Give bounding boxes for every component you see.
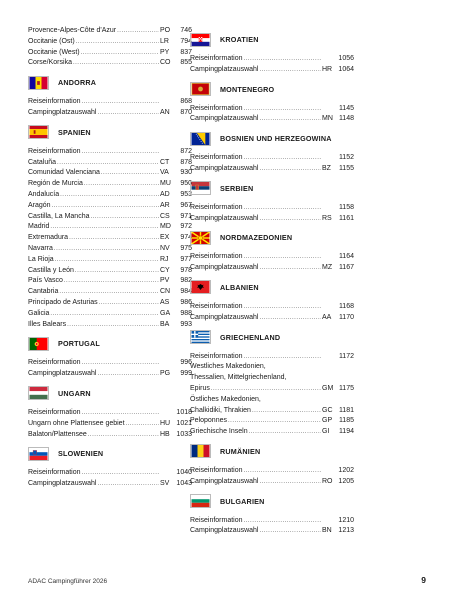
region-code: AA bbox=[322, 313, 332, 321]
country-header-serbien bbox=[190, 178, 354, 199]
country-header-griechenland bbox=[190, 327, 354, 348]
toc-entry[interactable] bbox=[28, 255, 192, 266]
spain-flag-icon bbox=[28, 125, 49, 139]
entry-page-number: 1168 bbox=[338, 302, 354, 310]
dot-leader bbox=[101, 168, 159, 179]
dot-leader bbox=[97, 369, 159, 380]
toc-entry[interactable] bbox=[28, 58, 192, 69]
country-name: SPANIEN bbox=[58, 127, 91, 137]
toc-entry[interactable] bbox=[190, 516, 354, 527]
portugal-flag-icon bbox=[28, 337, 49, 351]
toc-entry[interactable] bbox=[28, 479, 192, 490]
toc-entry[interactable] bbox=[190, 427, 354, 438]
entry-name: Epirus bbox=[190, 384, 210, 392]
entry-name: Reiseinformation bbox=[190, 253, 243, 261]
dot-leader bbox=[97, 479, 159, 490]
entry-name: Reiseinformation bbox=[190, 352, 243, 360]
entry-page-number: 1205 bbox=[338, 477, 354, 485]
entry-name: Reiseinformation bbox=[28, 147, 81, 155]
toc-entry[interactable] bbox=[28, 179, 192, 190]
dot-leader bbox=[244, 54, 321, 65]
dot-leader bbox=[259, 114, 321, 125]
entry-name: Reiseinformation bbox=[190, 104, 243, 112]
dot-leader bbox=[244, 302, 321, 313]
entry-page-number: 855 bbox=[180, 59, 192, 67]
region-code: HR bbox=[322, 65, 333, 73]
toc-entry[interactable] bbox=[190, 384, 354, 395]
country-name: BOSNIEN UND HERZEGOWINA bbox=[220, 134, 332, 144]
toc-entry[interactable] bbox=[28, 408, 192, 419]
dot-leader bbox=[59, 287, 159, 298]
entry-page-number: 1202 bbox=[338, 466, 354, 474]
toc-entry[interactable] bbox=[28, 430, 192, 441]
entry-name: Campingplatzauswahl bbox=[28, 370, 97, 378]
entry-name: La Rioja bbox=[28, 255, 54, 263]
entry-page-number: 868 bbox=[180, 98, 192, 106]
country-name: GRIECHENLAND bbox=[220, 332, 281, 342]
entry-page-number: 1175 bbox=[338, 384, 354, 392]
entry-name: Reiseinformation bbox=[28, 469, 81, 477]
country-header-andorra bbox=[28, 72, 192, 93]
entry-name: Balaton/Plattensee bbox=[28, 430, 87, 438]
entry-page-number: 1161 bbox=[338, 214, 354, 222]
romania-flag-icon bbox=[190, 444, 211, 458]
country-name: MONTENEGRO bbox=[220, 84, 275, 94]
entry-page-number: 1040 bbox=[176, 469, 192, 477]
toc-entry[interactable] bbox=[190, 252, 354, 263]
dot-leader bbox=[244, 252, 321, 263]
region-code: AR bbox=[160, 201, 170, 209]
region-name: Westliches Makedonien, bbox=[190, 363, 266, 371]
country-name: UNGARN bbox=[58, 388, 91, 398]
country-header-montenegro bbox=[190, 79, 354, 100]
entry-page-number: 1033 bbox=[176, 430, 192, 438]
entry-page-number: 1185 bbox=[338, 417, 354, 425]
entry-page-number: 975 bbox=[180, 244, 192, 252]
footer-title: ADAC Campingführer 2026 bbox=[28, 578, 108, 585]
country-header-albanien bbox=[190, 277, 354, 298]
region-code: GC bbox=[322, 406, 333, 414]
entry-name: Cataluña bbox=[28, 158, 57, 166]
entry-page-number: 1145 bbox=[338, 104, 354, 112]
toc-entry[interactable] bbox=[190, 466, 354, 477]
region-code: BZ bbox=[322, 164, 331, 172]
toc-column-right bbox=[190, 26, 354, 537]
dot-leader bbox=[244, 104, 321, 115]
region-code: GP bbox=[322, 417, 333, 425]
toc-entry[interactable] bbox=[190, 477, 354, 488]
country-name: RUMÄNIEN bbox=[220, 446, 261, 456]
entry-page-number: 1210 bbox=[338, 516, 354, 524]
dot-leader bbox=[54, 244, 159, 255]
region-code: BN bbox=[322, 527, 332, 535]
entry-name: Reiseinformation bbox=[28, 98, 81, 106]
toc-entry[interactable] bbox=[28, 233, 192, 244]
entry-page-number: 837 bbox=[180, 48, 192, 56]
entry-name: Illes Balears bbox=[28, 320, 67, 328]
entry-name: Reiseinformation bbox=[190, 203, 243, 211]
slovenia-flag-icon bbox=[28, 447, 49, 461]
country-header-ungarn bbox=[28, 383, 192, 404]
dot-leader bbox=[57, 158, 159, 169]
toc-region-text bbox=[190, 362, 354, 373]
entry-name: Campingplatzauswahl bbox=[190, 115, 259, 123]
toc-column-left bbox=[28, 26, 192, 490]
bosnia-flag-icon bbox=[190, 132, 211, 146]
region-code: AD bbox=[160, 190, 170, 198]
entry-page-number: 1181 bbox=[338, 406, 354, 414]
dot-leader bbox=[244, 516, 321, 527]
dot-leader bbox=[259, 526, 321, 537]
entry-page-number: 1064 bbox=[338, 65, 354, 73]
dot-leader bbox=[67, 320, 159, 331]
entry-name: Reiseinformation bbox=[190, 55, 243, 62]
entry-page-number: 1194 bbox=[338, 428, 354, 436]
toc-entry[interactable] bbox=[190, 203, 354, 214]
entry-page-number: 977 bbox=[180, 255, 192, 263]
toc-entry[interactable] bbox=[28, 320, 192, 331]
entry-name: Ungarn ohne Plattensee gebiet bbox=[28, 419, 125, 427]
region-code: RJ bbox=[160, 255, 169, 263]
entry-name: Castilla y León bbox=[28, 266, 74, 274]
entry-name: País Vasco bbox=[28, 277, 63, 285]
toc-entry[interactable] bbox=[28, 276, 192, 287]
entry-page-number: 1043 bbox=[176, 480, 192, 488]
dot-leader bbox=[244, 466, 321, 477]
dot-leader bbox=[99, 298, 159, 309]
entry-name: Campingplatzauswahl bbox=[190, 214, 259, 222]
region-code: RS bbox=[322, 214, 332, 222]
entry-page-number: 1018 bbox=[176, 408, 192, 416]
entry-name: Principado de Asturias bbox=[28, 298, 98, 306]
entry-page-number: 746 bbox=[180, 27, 192, 34]
region-code: CY bbox=[160, 266, 170, 274]
entry-name: Reiseinformation bbox=[28, 359, 81, 367]
entry-name: Peloponnes bbox=[190, 417, 227, 425]
entry-page-number: 878 bbox=[180, 158, 192, 166]
entry-name: Campingplatzauswahl bbox=[190, 164, 259, 172]
region-code: HB bbox=[160, 430, 170, 438]
dot-leader bbox=[52, 201, 159, 212]
hungary-flag-icon bbox=[28, 386, 49, 400]
dot-leader bbox=[252, 406, 321, 417]
toc-entry[interactable] bbox=[190, 114, 354, 125]
dot-leader bbox=[259, 214, 321, 225]
toc-entry[interactable] bbox=[28, 358, 192, 369]
region-name: Östliches Makedonien, bbox=[190, 395, 261, 403]
toc-entry[interactable] bbox=[190, 104, 354, 115]
entry-name: Occitanie (Ost) bbox=[28, 37, 75, 45]
region-code: HU bbox=[160, 419, 171, 427]
dot-leader bbox=[82, 408, 159, 419]
entry-name: Reiseinformation bbox=[28, 408, 81, 416]
region-code: LR bbox=[160, 37, 169, 45]
entry-page-number: 984 bbox=[180, 288, 192, 296]
country-name: ALBANIEN bbox=[220, 282, 259, 292]
toc-entry[interactable] bbox=[190, 164, 354, 175]
region-code: AS bbox=[160, 298, 170, 306]
entry-page-number: 1164 bbox=[338, 253, 354, 261]
region-code: RO bbox=[322, 477, 333, 485]
dot-leader bbox=[228, 416, 321, 427]
country-header-kroatien bbox=[190, 29, 354, 50]
entry-page-number: 1021 bbox=[176, 419, 192, 427]
toc-entry[interactable] bbox=[190, 214, 354, 225]
region-code: PY bbox=[160, 48, 170, 56]
toc-entry[interactable] bbox=[190, 302, 354, 313]
region-code: EX bbox=[160, 234, 170, 242]
toc-entry[interactable] bbox=[28, 369, 192, 380]
entry-name: Occitanie (West) bbox=[28, 48, 80, 56]
country-name: SLOWENIEN bbox=[58, 449, 104, 459]
entry-page-number: 974 bbox=[180, 234, 192, 242]
entry-name: Comunidad Valenciana bbox=[28, 169, 100, 177]
entry-page-number: 1148 bbox=[338, 115, 354, 123]
toc-entry[interactable] bbox=[190, 313, 354, 324]
entry-name: Campingplatzauswahl bbox=[28, 108, 97, 116]
dot-leader bbox=[55, 255, 159, 266]
dot-leader bbox=[82, 358, 159, 369]
entry-page-number: 978 bbox=[180, 266, 192, 274]
entry-name: Griechische Inseln bbox=[190, 428, 248, 436]
entry-name: Campingplatzauswahl bbox=[190, 477, 259, 485]
country-name: KROATIEN bbox=[220, 35, 259, 44]
toc-entry[interactable] bbox=[28, 168, 192, 179]
entry-name: Reiseinformation bbox=[190, 516, 243, 524]
toc-entry[interactable] bbox=[28, 97, 192, 108]
entry-page-number: 967 bbox=[180, 201, 192, 209]
region-code: CT bbox=[160, 158, 170, 166]
toc-entry[interactable] bbox=[190, 406, 354, 417]
country-header-portugal bbox=[28, 333, 192, 354]
region-code: AN bbox=[160, 108, 170, 116]
toc-entry[interactable] bbox=[190, 526, 354, 537]
toc-entry[interactable] bbox=[190, 153, 354, 164]
toc-entry[interactable] bbox=[190, 65, 354, 76]
dot-leader bbox=[84, 179, 159, 190]
entry-name: Campingplatzauswahl bbox=[28, 480, 97, 488]
croatia-flag-icon bbox=[190, 33, 211, 47]
dot-leader bbox=[50, 309, 159, 320]
toc-entry[interactable] bbox=[28, 48, 192, 59]
entry-page-number: 996 bbox=[180, 359, 192, 367]
entry-page-number: 986 bbox=[180, 298, 192, 306]
toc-entry[interactable] bbox=[28, 147, 192, 158]
region-code: CS bbox=[160, 212, 170, 220]
dot-leader bbox=[211, 384, 321, 395]
entry-page-number: 930 bbox=[180, 169, 192, 177]
toc-entry[interactable] bbox=[28, 212, 192, 223]
toc-entry[interactable] bbox=[28, 108, 192, 119]
entry-page-number: 1213 bbox=[338, 527, 354, 535]
dot-leader bbox=[82, 147, 159, 158]
region-code: GM bbox=[322, 384, 334, 392]
entry-page-number: 870 bbox=[180, 108, 192, 116]
dot-leader bbox=[64, 276, 159, 287]
toc-entry[interactable] bbox=[28, 266, 192, 277]
entry-page-number: 1152 bbox=[338, 154, 354, 162]
entry-name: Castilla, La Mancha bbox=[28, 212, 90, 220]
dot-leader bbox=[50, 222, 159, 233]
entry-name: Extremadura bbox=[28, 234, 69, 242]
entry-page-number: 1056 bbox=[338, 55, 354, 62]
entry-name: Reiseinformation bbox=[190, 302, 243, 310]
dot-leader bbox=[76, 37, 159, 48]
country-header-bulgarien bbox=[190, 491, 354, 512]
entry-name: Corse/Korsika bbox=[28, 59, 72, 67]
entry-page-number: 972 bbox=[180, 223, 192, 231]
region-code: PG bbox=[160, 370, 171, 378]
dot-leader bbox=[259, 164, 321, 175]
toc-entry[interactable] bbox=[28, 244, 192, 255]
country-name: PORTUGAL bbox=[58, 339, 100, 349]
entry-name: Región de Murcia bbox=[28, 180, 83, 188]
country-header-bosnien-und-herzegowina bbox=[190, 128, 354, 149]
entry-page-number: 872 bbox=[180, 147, 192, 155]
country-name: SERBIEN bbox=[220, 183, 254, 193]
dot-leader bbox=[249, 427, 321, 438]
region-code: BA bbox=[160, 320, 170, 328]
dot-leader bbox=[69, 233, 159, 244]
toc-entry[interactable] bbox=[28, 37, 192, 48]
dot-leader bbox=[97, 108, 159, 119]
entry-name: Reiseinformation bbox=[190, 466, 243, 474]
entry-page-number: 999 bbox=[180, 370, 192, 378]
dot-leader bbox=[244, 352, 321, 363]
region-code: MU bbox=[160, 180, 171, 188]
country-name: ANDORRA bbox=[58, 78, 97, 88]
toc-entry[interactable] bbox=[28, 287, 192, 298]
greece-flag-icon bbox=[190, 330, 211, 344]
region-name: Thessalien, Mittelgriechenland, bbox=[190, 374, 287, 382]
country-header-nordmazedonien bbox=[190, 227, 354, 248]
region-code: CO bbox=[160, 59, 171, 67]
montenegro-flag-icon bbox=[190, 82, 211, 96]
dot-leader bbox=[244, 203, 321, 214]
entry-name: Cantabria bbox=[28, 288, 59, 296]
entry-name: Campingplatzauswahl bbox=[190, 313, 259, 321]
region-code: MZ bbox=[322, 264, 333, 272]
entry-name: Reiseinformation bbox=[190, 154, 243, 162]
entry-name: Campingplatzauswahl bbox=[190, 264, 259, 272]
country-name: BULGARIEN bbox=[220, 496, 265, 506]
dot-leader bbox=[82, 97, 159, 108]
entry-page-number: 988 bbox=[180, 309, 192, 317]
dot-leader bbox=[73, 58, 159, 69]
page-number: 9 bbox=[421, 575, 426, 585]
dot-leader bbox=[60, 190, 159, 201]
entry-name: Chalkidiki, Thrakien bbox=[190, 406, 251, 414]
entry-name: Campingplatzauswahl bbox=[190, 527, 259, 535]
dot-leader bbox=[88, 430, 159, 441]
region-code: NV bbox=[160, 244, 170, 252]
dot-leader bbox=[82, 468, 159, 479]
dot-leader bbox=[75, 266, 159, 277]
region-code: GI bbox=[322, 428, 330, 436]
region-code: CN bbox=[160, 288, 171, 296]
entry-name: Madrid bbox=[28, 223, 50, 231]
dot-leader bbox=[81, 48, 159, 59]
toc-entry[interactable] bbox=[28, 158, 192, 169]
entry-page-number: 971 bbox=[180, 212, 192, 220]
entry-page-number: 794 bbox=[180, 37, 192, 45]
dot-leader bbox=[117, 26, 159, 37]
toc-entry[interactable] bbox=[190, 416, 354, 427]
entry-name: Campingplatzauswahl bbox=[190, 65, 259, 73]
entry-page-number: 1155 bbox=[338, 164, 354, 172]
serbia-flag-icon bbox=[190, 181, 211, 195]
dot-leader bbox=[259, 477, 321, 488]
region-code: VA bbox=[160, 169, 169, 177]
toc-entry[interactable] bbox=[28, 309, 192, 320]
entry-page-number: 982 bbox=[180, 277, 192, 285]
toc-entry[interactable] bbox=[28, 26, 192, 37]
entry-name: Navarra bbox=[28, 244, 53, 252]
toc-entry[interactable] bbox=[28, 222, 192, 233]
toc-entry[interactable] bbox=[28, 201, 192, 212]
region-code: SV bbox=[160, 480, 170, 488]
entry-name: Galicia bbox=[28, 309, 50, 317]
region-code: MN bbox=[322, 115, 333, 123]
region-code: MD bbox=[160, 223, 171, 231]
region-code: GA bbox=[160, 309, 171, 317]
toc-entry[interactable] bbox=[190, 54, 354, 65]
toc-entry[interactable] bbox=[190, 263, 354, 274]
entry-page-number: 993 bbox=[180, 320, 192, 328]
region-code: PO bbox=[160, 27, 171, 34]
dot-leader bbox=[259, 313, 321, 324]
country-name: NORDMAZEDONIEN bbox=[220, 233, 293, 243]
entry-page-number: 950 bbox=[180, 180, 192, 188]
andorra-flag-icon bbox=[28, 76, 49, 90]
dot-leader bbox=[259, 65, 321, 76]
entry-page-number: 1170 bbox=[338, 313, 354, 321]
entry-page-number: 1167 bbox=[338, 264, 354, 272]
country-header-spanien bbox=[28, 122, 192, 143]
toc-region-text bbox=[190, 373, 354, 384]
toc-entry[interactable] bbox=[28, 190, 192, 201]
entry-page-number: 1172 bbox=[338, 352, 354, 360]
toc-entry[interactable] bbox=[28, 468, 192, 479]
country-header-slowenien bbox=[28, 443, 192, 464]
toc-entry[interactable] bbox=[28, 298, 192, 309]
region-code: PV bbox=[160, 277, 170, 285]
dot-leader bbox=[90, 212, 159, 223]
toc-entry[interactable] bbox=[190, 352, 354, 363]
dot-leader bbox=[244, 153, 321, 164]
dot-leader bbox=[126, 419, 159, 430]
toc-region-text bbox=[190, 395, 354, 406]
country-header-rumanien bbox=[190, 441, 354, 462]
entry-name: Provence-Alpes-Côte d'Azur bbox=[28, 27, 117, 34]
north-macedonia-flag-icon bbox=[190, 231, 211, 245]
albania-flag-icon bbox=[190, 280, 211, 294]
entry-page-number: 1158 bbox=[338, 203, 354, 211]
entry-page-number: 953 bbox=[180, 190, 192, 198]
entry-name: Aragón bbox=[28, 201, 51, 209]
toc-entry[interactable] bbox=[28, 419, 192, 430]
dot-leader bbox=[259, 263, 321, 274]
bulgaria-flag-icon bbox=[190, 494, 211, 508]
entry-name: Andalucía bbox=[28, 190, 60, 198]
